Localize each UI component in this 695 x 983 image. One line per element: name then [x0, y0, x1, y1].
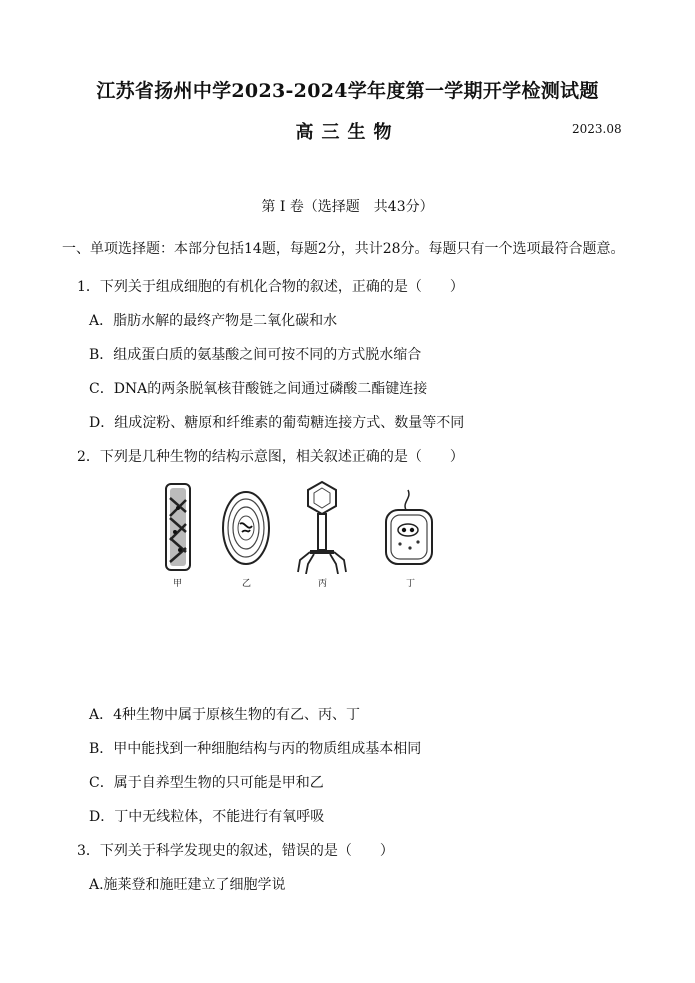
- question-3-option-a: A.施莱登和施旺建立了细胞学说: [89, 877, 286, 893]
- question-1-option-c: C．DNA的两条脱氧核苷酸链之间通过磷酸二酯键连接: [89, 381, 428, 397]
- organism-yi-diagram: [220, 488, 272, 568]
- question-2-stem: 2．下列是几种生物的结构示意图，相关叙述正确的是（ ）: [77, 449, 464, 465]
- question-3-stem: 3．下列关于科学发现史的叙述，错误的是（ ）: [77, 843, 394, 859]
- figure-label-bing: 丙: [318, 579, 328, 589]
- question-2-option-a: A．4种生物中属于原核生物的有乙、丙、丁: [89, 707, 361, 723]
- part-heading: 第 I 卷（选择题 共43分）: [261, 199, 434, 215]
- question-1-option-b: B．组成蛋白质的氨基酸之间可按不同的方式脱水缩合: [89, 347, 422, 363]
- organism-structure-figure: [160, 478, 440, 590]
- exam-title: 江苏省扬州中学2023-2024学年度第一学期开学检测试题: [96, 80, 599, 102]
- subject-title: 高三生物: [295, 122, 400, 143]
- organism-jia-diagram: [160, 478, 196, 574]
- section-instructions: 一、单项选择题：本部分包括14题，每题2分，共计28分。每题只有一个选项最符合题意。: [62, 241, 625, 257]
- organism-ding-diagram: [382, 486, 436, 568]
- question-1-option-a: A．脂肪水解的最终产物是二氧化碳和水: [89, 313, 338, 329]
- question-1-option-d: D．组成淀粉、糖原和纤维素的葡萄糖连接方式、数量等不同: [89, 415, 465, 431]
- figure-label-yi: 乙: [242, 579, 252, 589]
- figure-label-jia: 甲: [173, 579, 183, 589]
- question-1-stem: 1．下列关于组成细胞的有机化合物的叙述，正确的是（ ）: [77, 279, 464, 295]
- question-2-option-b: B．甲中能找到一种细胞结构与丙的物质组成基本相同: [89, 741, 422, 757]
- figure-label-ding: 丁: [406, 579, 416, 589]
- exam-date: 2023.08: [572, 122, 622, 136]
- question-2-option-c: C．属于自养型生物的只可能是甲和乙: [89, 775, 324, 791]
- question-2-option-d: D．丁中无线粒体，不能进行有氧呼吸: [89, 809, 325, 825]
- organism-bing-diagram: [292, 478, 352, 574]
